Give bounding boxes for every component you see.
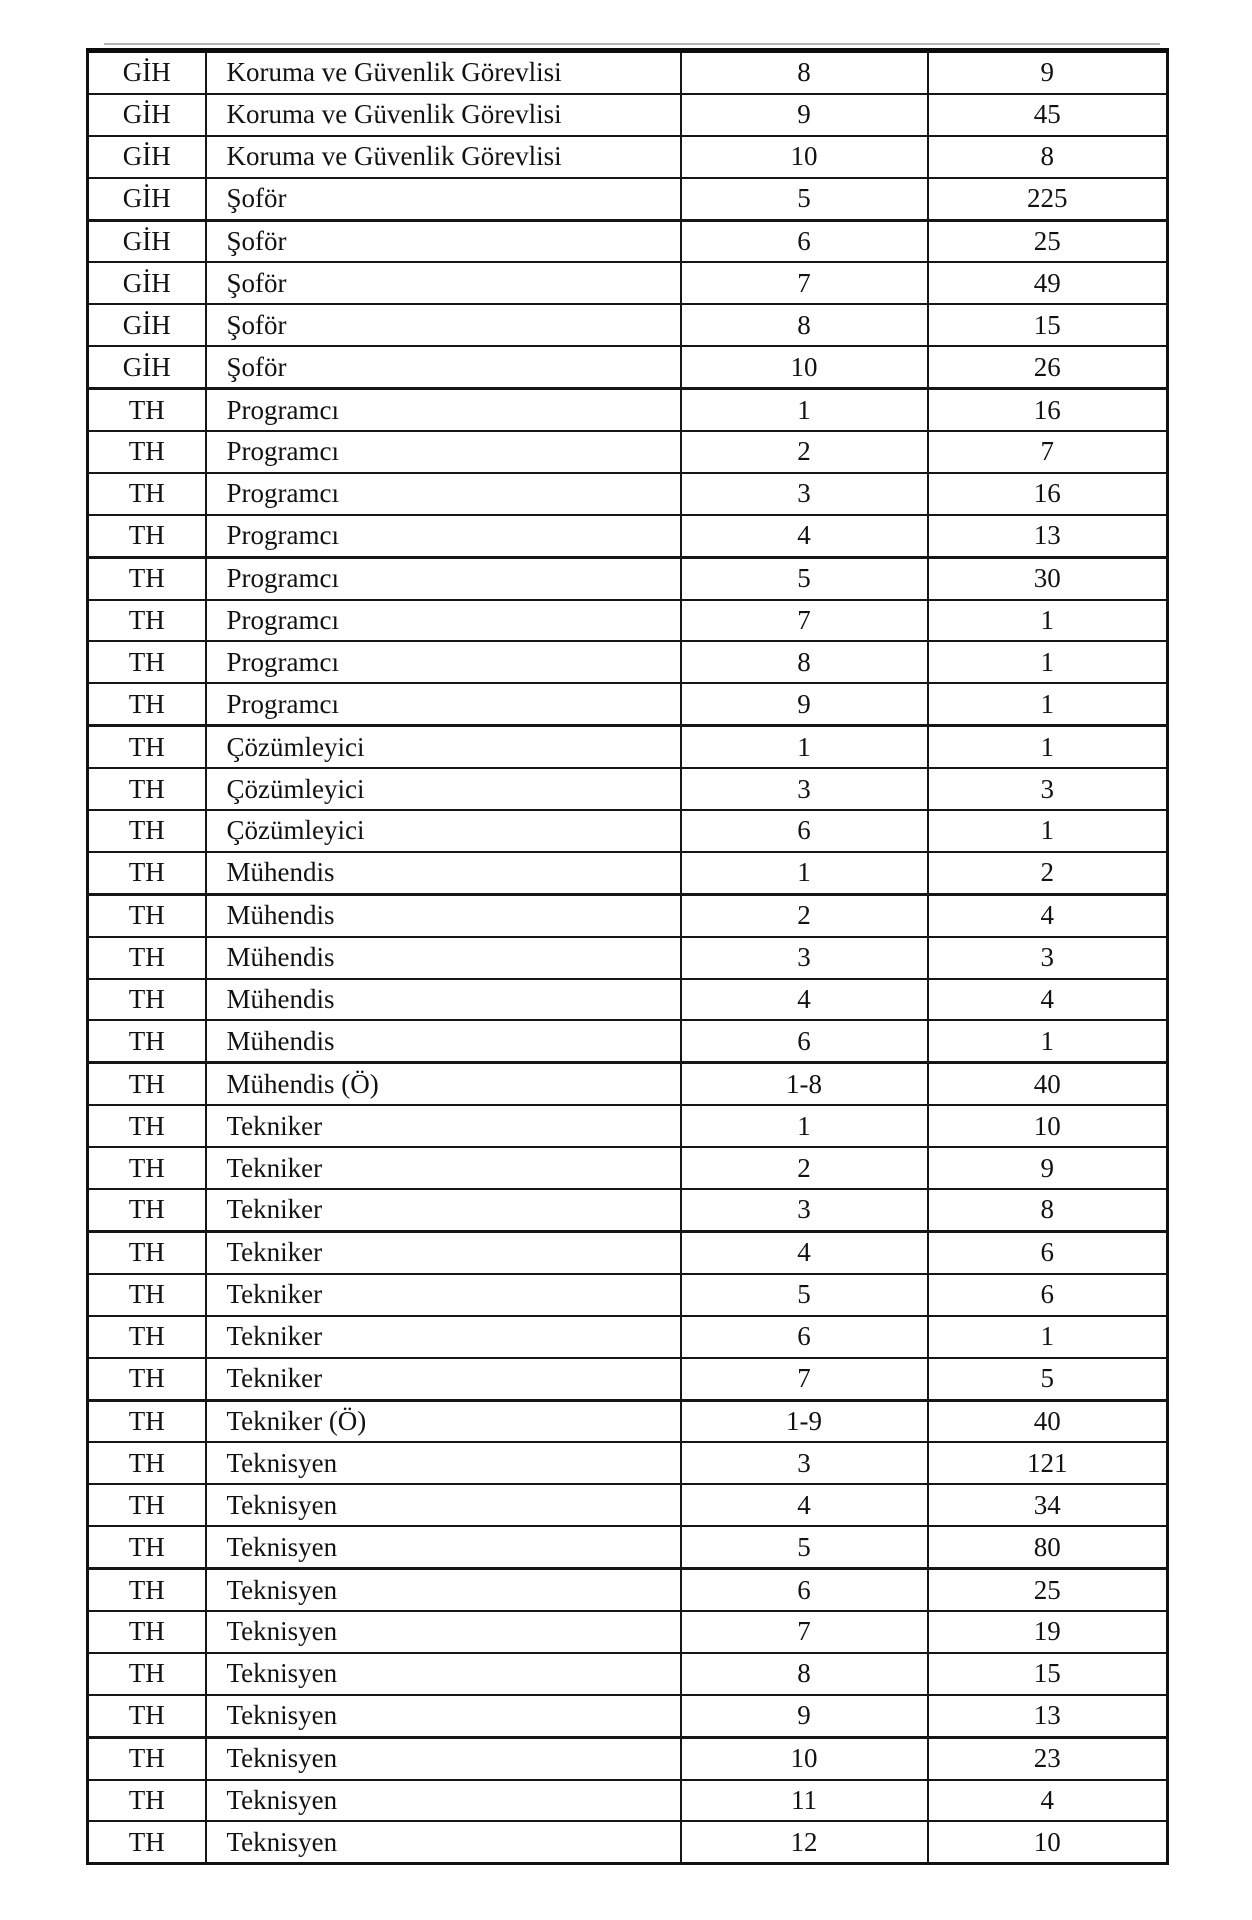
table-row: [88, 51, 1168, 94]
title-cell: Mühendis: [206, 1020, 681, 1062]
class-cell: TH: [88, 1189, 206, 1231]
class-cell: GİH: [88, 136, 206, 178]
class-cell: TH: [88, 431, 206, 473]
title-cell: Programcı: [206, 431, 681, 473]
grade-cell: 4: [681, 979, 928, 1021]
title-cell: Programcı: [206, 515, 681, 557]
class-cell: TH: [88, 473, 206, 515]
table-row: [88, 1653, 1168, 1695]
title-cell: Şoför: [206, 220, 681, 262]
title-cell: Çözümleyici: [206, 726, 681, 768]
class-cell: TH: [88, 768, 206, 810]
table-row: [88, 136, 1168, 178]
count-cell: 121: [928, 1442, 1168, 1484]
grade-cell: 8: [681, 51, 928, 94]
class-cell: TH: [88, 1442, 206, 1484]
grade-cell: 7: [681, 600, 928, 642]
table-row: [88, 1526, 1168, 1568]
title-cell: Mühendis: [206, 894, 681, 936]
table-row: [88, 1442, 1168, 1484]
table-row: [88, 1063, 1168, 1105]
count-cell: 13: [928, 515, 1168, 557]
count-cell: 6: [928, 1231, 1168, 1273]
class-cell: GİH: [88, 220, 206, 262]
title-cell: Programcı: [206, 641, 681, 683]
table-row: [88, 1231, 1168, 1273]
table-row: [88, 1274, 1168, 1316]
class-cell: TH: [88, 683, 206, 725]
table-row: [88, 1400, 1168, 1442]
grade-cell: 6: [681, 810, 928, 852]
class-cell: TH: [88, 515, 206, 557]
grade-cell: 9: [681, 94, 928, 136]
title-cell: Mühendis: [206, 979, 681, 1021]
grade-cell: 1-9: [681, 1400, 928, 1442]
class-cell: TH: [88, 1231, 206, 1273]
title-cell: Teknisyen: [206, 1526, 681, 1568]
count-cell: 3: [928, 937, 1168, 979]
title-cell: Mühendis: [206, 937, 681, 979]
grade-cell: 6: [681, 220, 928, 262]
table-row: [88, 641, 1168, 683]
table-row: [88, 94, 1168, 136]
grade-cell: 1-8: [681, 1063, 928, 1105]
table-row: [88, 600, 1168, 642]
count-cell: 34: [928, 1484, 1168, 1526]
grade-cell: 5: [681, 557, 928, 599]
class-cell: TH: [88, 1737, 206, 1779]
title-cell: Şoför: [206, 304, 681, 346]
count-cell: 225: [928, 178, 1168, 220]
title-cell: Koruma ve Güvenlik Görevlisi: [206, 136, 681, 178]
count-cell: 3: [928, 768, 1168, 810]
count-cell: 25: [928, 220, 1168, 262]
count-cell: 30: [928, 557, 1168, 599]
count-cell: 26: [928, 346, 1168, 388]
class-cell: GİH: [88, 51, 206, 94]
table-row: [88, 979, 1168, 1021]
count-cell: 45: [928, 94, 1168, 136]
count-cell: 23: [928, 1737, 1168, 1779]
title-cell: Mühendis: [206, 852, 681, 894]
table-row: [88, 1780, 1168, 1822]
table-row: [88, 557, 1168, 599]
title-cell: Mühendis (Ö): [206, 1063, 681, 1105]
class-cell: TH: [88, 894, 206, 936]
grade-cell: 2: [681, 1147, 928, 1189]
count-cell: 40: [928, 1063, 1168, 1105]
count-cell: 16: [928, 389, 1168, 431]
grade-cell: 6: [681, 1020, 928, 1062]
table-row: [88, 683, 1168, 725]
title-cell: Şoför: [206, 178, 681, 220]
grade-cell: 6: [681, 1316, 928, 1358]
table-row: [88, 1189, 1168, 1231]
class-cell: TH: [88, 1020, 206, 1062]
class-cell: GİH: [88, 346, 206, 388]
title-cell: Teknisyen: [206, 1737, 681, 1779]
grade-cell: 5: [681, 1274, 928, 1316]
grade-cell: 8: [681, 641, 928, 683]
grade-cell: 6: [681, 1569, 928, 1611]
grade-cell: 1: [681, 726, 928, 768]
count-cell: 16: [928, 473, 1168, 515]
grade-cell: 3: [681, 473, 928, 515]
title-cell: Teknisyen: [206, 1442, 681, 1484]
title-cell: Teknisyen: [206, 1611, 681, 1653]
count-cell: 1: [928, 726, 1168, 768]
class-cell: TH: [88, 1695, 206, 1737]
grade-cell: 11: [681, 1780, 928, 1822]
class-cell: TH: [88, 641, 206, 683]
table-row: [88, 346, 1168, 388]
table-row: [88, 178, 1168, 220]
class-cell: TH: [88, 726, 206, 768]
count-cell: 1: [928, 641, 1168, 683]
grade-cell: 5: [681, 178, 928, 220]
class-cell: TH: [88, 1653, 206, 1695]
class-cell: TH: [88, 937, 206, 979]
grade-cell: 1: [681, 1105, 928, 1147]
table-row: [88, 262, 1168, 304]
count-cell: 1: [928, 683, 1168, 725]
count-cell: 9: [928, 1147, 1168, 1189]
table-row: [88, 894, 1168, 936]
title-cell: Programcı: [206, 557, 681, 599]
grade-cell: 1: [681, 852, 928, 894]
table-row: [88, 1020, 1168, 1062]
staff-positions-table: [86, 48, 1169, 1865]
class-cell: GİH: [88, 262, 206, 304]
count-cell: 5: [928, 1358, 1168, 1400]
table-row: [88, 1737, 1168, 1779]
class-cell: TH: [88, 1611, 206, 1653]
count-cell: 25: [928, 1569, 1168, 1611]
table-row: [88, 304, 1168, 346]
class-cell: TH: [88, 1274, 206, 1316]
title-cell: Tekniker: [206, 1105, 681, 1147]
class-cell: TH: [88, 1780, 206, 1822]
count-cell: 15: [928, 1653, 1168, 1695]
title-cell: Tekniker (Ö): [206, 1400, 681, 1442]
class-cell: TH: [88, 979, 206, 1021]
table-row: [88, 1147, 1168, 1189]
table-row: [88, 1484, 1168, 1526]
class-cell: TH: [88, 1526, 206, 1568]
count-cell: 1: [928, 600, 1168, 642]
grade-cell: 10: [681, 1737, 928, 1779]
class-cell: TH: [88, 389, 206, 431]
table-row: [88, 431, 1168, 473]
title-cell: Tekniker: [206, 1147, 681, 1189]
table-row: [88, 852, 1168, 894]
count-cell: 8: [928, 136, 1168, 178]
table-row: [88, 937, 1168, 979]
grade-cell: 7: [681, 262, 928, 304]
count-cell: 80: [928, 1526, 1168, 1568]
grade-cell: 12: [681, 1821, 928, 1863]
title-cell: Çözümleyici: [206, 810, 681, 852]
title-cell: Çözümleyici: [206, 768, 681, 810]
grade-cell: 7: [681, 1358, 928, 1400]
table-row: [88, 1316, 1168, 1358]
count-cell: 15: [928, 304, 1168, 346]
count-cell: 40: [928, 1400, 1168, 1442]
grade-cell: 5: [681, 1526, 928, 1568]
class-cell: TH: [88, 1400, 206, 1442]
title-cell: Koruma ve Güvenlik Görevlisi: [206, 51, 681, 94]
table-row: [88, 1611, 1168, 1653]
title-cell: Teknisyen: [206, 1780, 681, 1822]
title-cell: Teknisyen: [206, 1484, 681, 1526]
title-cell: Şoför: [206, 346, 681, 388]
title-cell: Tekniker: [206, 1358, 681, 1400]
grade-cell: 2: [681, 894, 928, 936]
table-row: [88, 1695, 1168, 1737]
grade-cell: 10: [681, 136, 928, 178]
title-cell: Programcı: [206, 683, 681, 725]
class-cell: TH: [88, 1821, 206, 1863]
count-cell: 10: [928, 1821, 1168, 1863]
title-cell: Teknisyen: [206, 1569, 681, 1611]
count-cell: 49: [928, 262, 1168, 304]
class-cell: TH: [88, 1358, 206, 1400]
title-cell: Teknisyen: [206, 1695, 681, 1737]
title-cell: Programcı: [206, 473, 681, 515]
table-row: [88, 1105, 1168, 1147]
title-cell: Teknisyen: [206, 1653, 681, 1695]
staff-positions-table-body: [88, 51, 1168, 1864]
class-cell: GİH: [88, 304, 206, 346]
class-cell: TH: [88, 852, 206, 894]
count-cell: 10: [928, 1105, 1168, 1147]
count-cell: 6: [928, 1274, 1168, 1316]
title-cell: Tekniker: [206, 1231, 681, 1273]
grade-cell: 8: [681, 304, 928, 346]
count-cell: 8: [928, 1189, 1168, 1231]
count-cell: 7: [928, 431, 1168, 473]
title-cell: Tekniker: [206, 1189, 681, 1231]
count-cell: 1: [928, 1316, 1168, 1358]
grade-cell: 4: [681, 1231, 928, 1273]
class-cell: TH: [88, 1147, 206, 1189]
class-cell: TH: [88, 600, 206, 642]
class-cell: TH: [88, 1484, 206, 1526]
count-cell: 2: [928, 852, 1168, 894]
count-cell: 13: [928, 1695, 1168, 1737]
scan-artifact-line: [104, 43, 1160, 45]
count-cell: 4: [928, 979, 1168, 1021]
grade-cell: 9: [681, 1695, 928, 1737]
title-cell: Koruma ve Güvenlik Görevlisi: [206, 94, 681, 136]
class-cell: TH: [88, 557, 206, 599]
title-cell: Programcı: [206, 389, 681, 431]
count-cell: 4: [928, 894, 1168, 936]
grade-cell: 4: [681, 515, 928, 557]
title-cell: Programcı: [206, 600, 681, 642]
count-cell: 1: [928, 810, 1168, 852]
class-cell: GİH: [88, 94, 206, 136]
table-row: [88, 389, 1168, 431]
table-row: [88, 1358, 1168, 1400]
grade-cell: 2: [681, 431, 928, 473]
class-cell: TH: [88, 1569, 206, 1611]
class-cell: TH: [88, 1105, 206, 1147]
grade-cell: 3: [681, 1442, 928, 1484]
count-cell: 4: [928, 1780, 1168, 1822]
grade-cell: 3: [681, 1189, 928, 1231]
grade-cell: 9: [681, 683, 928, 725]
title-cell: Teknisyen: [206, 1821, 681, 1863]
class-cell: TH: [88, 1316, 206, 1358]
table-row: [88, 726, 1168, 768]
count-cell: 19: [928, 1611, 1168, 1653]
table-row: [88, 473, 1168, 515]
grade-cell: 7: [681, 1611, 928, 1653]
title-cell: Şoför: [206, 262, 681, 304]
table-row: [88, 810, 1168, 852]
count-cell: 1: [928, 1020, 1168, 1062]
grade-cell: 1: [681, 389, 928, 431]
table-row: [88, 1821, 1168, 1863]
title-cell: Tekniker: [206, 1274, 681, 1316]
table-row: [88, 1569, 1168, 1611]
table-row: [88, 768, 1168, 810]
class-cell: TH: [88, 1063, 206, 1105]
count-cell: 9: [928, 51, 1168, 94]
grade-cell: 8: [681, 1653, 928, 1695]
table-row: [88, 515, 1168, 557]
grade-cell: 3: [681, 937, 928, 979]
table-row: [88, 220, 1168, 262]
class-cell: TH: [88, 810, 206, 852]
grade-cell: 10: [681, 346, 928, 388]
grade-cell: 3: [681, 768, 928, 810]
grade-cell: 4: [681, 1484, 928, 1526]
class-cell: GİH: [88, 178, 206, 220]
title-cell: Tekniker: [206, 1316, 681, 1358]
